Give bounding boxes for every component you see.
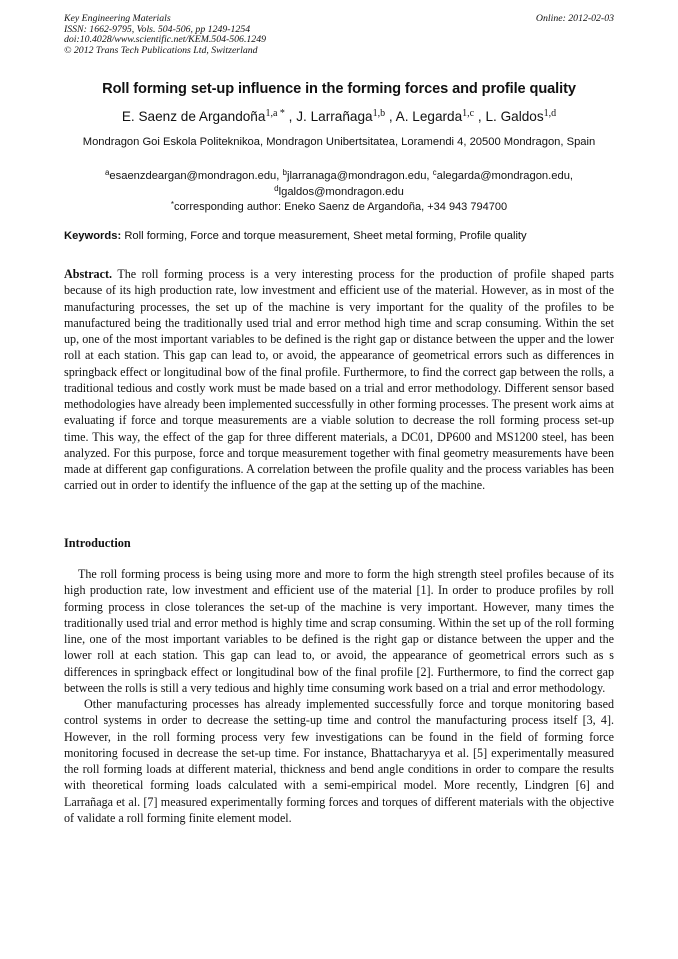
abstract-text: The roll forming process is a very interesting process for the production of profile shaped parts because of its high production rate, low investment and efficient use of the material. However, as in most of the manufacturing processes, the set up of the machine is very important for the quality of the profiles to be manufactured being the traditionally used trial and error method high time and scrap consuming. Within the set up, one of the most important variables to be defined is the right gap or distance between the upper and the lower roll at each station. This gap can lead to, or avoid, the appearance of geometrical errors such as differences in springback effect or longitudinal bow of the final profile. Furthermore, to find the correct gap between the rolls, a traditional tedious and costly work must be made based on a trial and error methodology. Different sensor based methodologies have already been implemented successfully in other forming processes. The present work aims at evaluating if force and torque measurements are a viable solution to decrease the roll forming process set-up time. This way, the effect of the gap for three different materials, a DC01, DP600 and MS1200 steel, has been analyzed. For this purpose, force and torque measurement together with final geometry measurements have been made at different gap configurations. A correlation between the profile quality and the process variables has been carried out in order to identify the influence of the gap at the setting up of the machine.: [64, 267, 614, 493]
keywords-label: Keywords:: [64, 230, 122, 242]
paper-title: Roll forming set-up influence in the forming forces and profile quality: [102, 81, 576, 97]
journal-name: Key Engineering Materials: [64, 13, 171, 24]
author-name: L. Galdos: [485, 109, 544, 124]
doi-line: doi:10.4028/www.scientific.net/KEM.504-506.1249: [64, 34, 266, 46]
email-address: alegarda@mondragon.edu,: [436, 170, 574, 182]
keywords-text: Roll forming, Force and torque measurement, Sheet metal forming, Profile quality: [124, 230, 527, 242]
issn-line: ISSN: 1662-9795, Vols. 504-506, pp 1249-1254: [64, 23, 251, 35]
email-address: esaenzdeargan@mondragon.edu,: [109, 170, 280, 182]
email-address: jlarranaga@mondragon.edu,: [286, 170, 430, 182]
author-affil-mark: 1,b: [372, 108, 386, 119]
intro-paragraph: Other manufacturing processes has already implemented successfully force and torque monitoring based control systems in order to decrease the setting-up time and control the manufacturing process itself [3, 4]. However, in the roll forming process very few investigations can be found in the field of forming force monitoring focused in decrease the set-up time. For instance, Bhattacharyya et al. [5] experimentally measured the roll forming loads at different material, thickness and bend angle conditions in order to compare the results with theoretical forming loads calculated with a semi-empirical model. More recently, Lindgren [6] and Larrañaga et al. [7] measured experimentally forming forces and torques of different materials with the objective of validate a roll forming finite element model.: [64, 697, 614, 825]
abstract: [64, 266, 614, 494]
email-mark: c: [432, 168, 437, 177]
corresponding-mark: *: [170, 200, 175, 209]
introduction-heading: Introduction: [64, 536, 131, 550]
corresponding-author: [64, 201, 614, 213]
abstract-label: Abstract.: [64, 267, 113, 281]
author-name: A. Legarda: [395, 109, 463, 124]
email-mark: a: [104, 168, 110, 177]
email-mark: b: [282, 168, 287, 177]
email-address: lgaldos@mondragon.edu: [278, 186, 404, 198]
intro-paragraph: The roll forming process is being using more and more to form the high strength steel profiles because of its high production rate, low investment and efficient use of the material [1]. In order to produce profiles by roll forming process in close tolerances the set-up of the machine is very important. However, many times the traditionally used trial and error method is highly time and scrap consuming. Within the set up of the roll forming line, one of the most important variables to be defined is the right gap or distance between the upper and the lower roll at each station. This gap can lead to, or avoid, the appearance of geometrical errors such as s differences in springback effect or longitudinal bow of the final profile [2]. Furthermore, to find the correct gap between the rolls is still a very tedious and highly time consuming work based on a trial and error methodology.: [64, 567, 614, 695]
online-date: Online: 2012-02-03: [535, 13, 614, 24]
author-separator: ,: [288, 109, 297, 124]
author-name: J. Larrañaga: [296, 109, 373, 124]
author-separator: ,: [388, 109, 396, 124]
author-separator: ,: [477, 109, 486, 124]
affiliation: Mondragon Goi Eskola Politeknikoa, Mondragon Unibertsitatea, Loramendi 4, 20500 Mondragon, Spain: [82, 136, 596, 148]
corresponding-text: corresponding author: Eneko Saenz de Argandoña, +34 943 794700: [174, 201, 508, 213]
author-affil-mark: 1,a *: [265, 108, 285, 119]
introduction-body: [64, 566, 614, 826]
journal-header: [64, 14, 266, 56]
copyright-line: © 2012 Trans Tech Publications Ltd, Switzerland: [64, 44, 258, 56]
author-name: E. Saenz de Argandoña: [121, 109, 266, 124]
author-list: [40, 109, 638, 124]
author-affil-mark: 1,d: [543, 108, 557, 119]
author-emails: [64, 168, 614, 200]
keywords: [64, 230, 624, 242]
email-mark: d: [274, 184, 279, 193]
author-affil-mark: 1,c: [462, 108, 475, 119]
